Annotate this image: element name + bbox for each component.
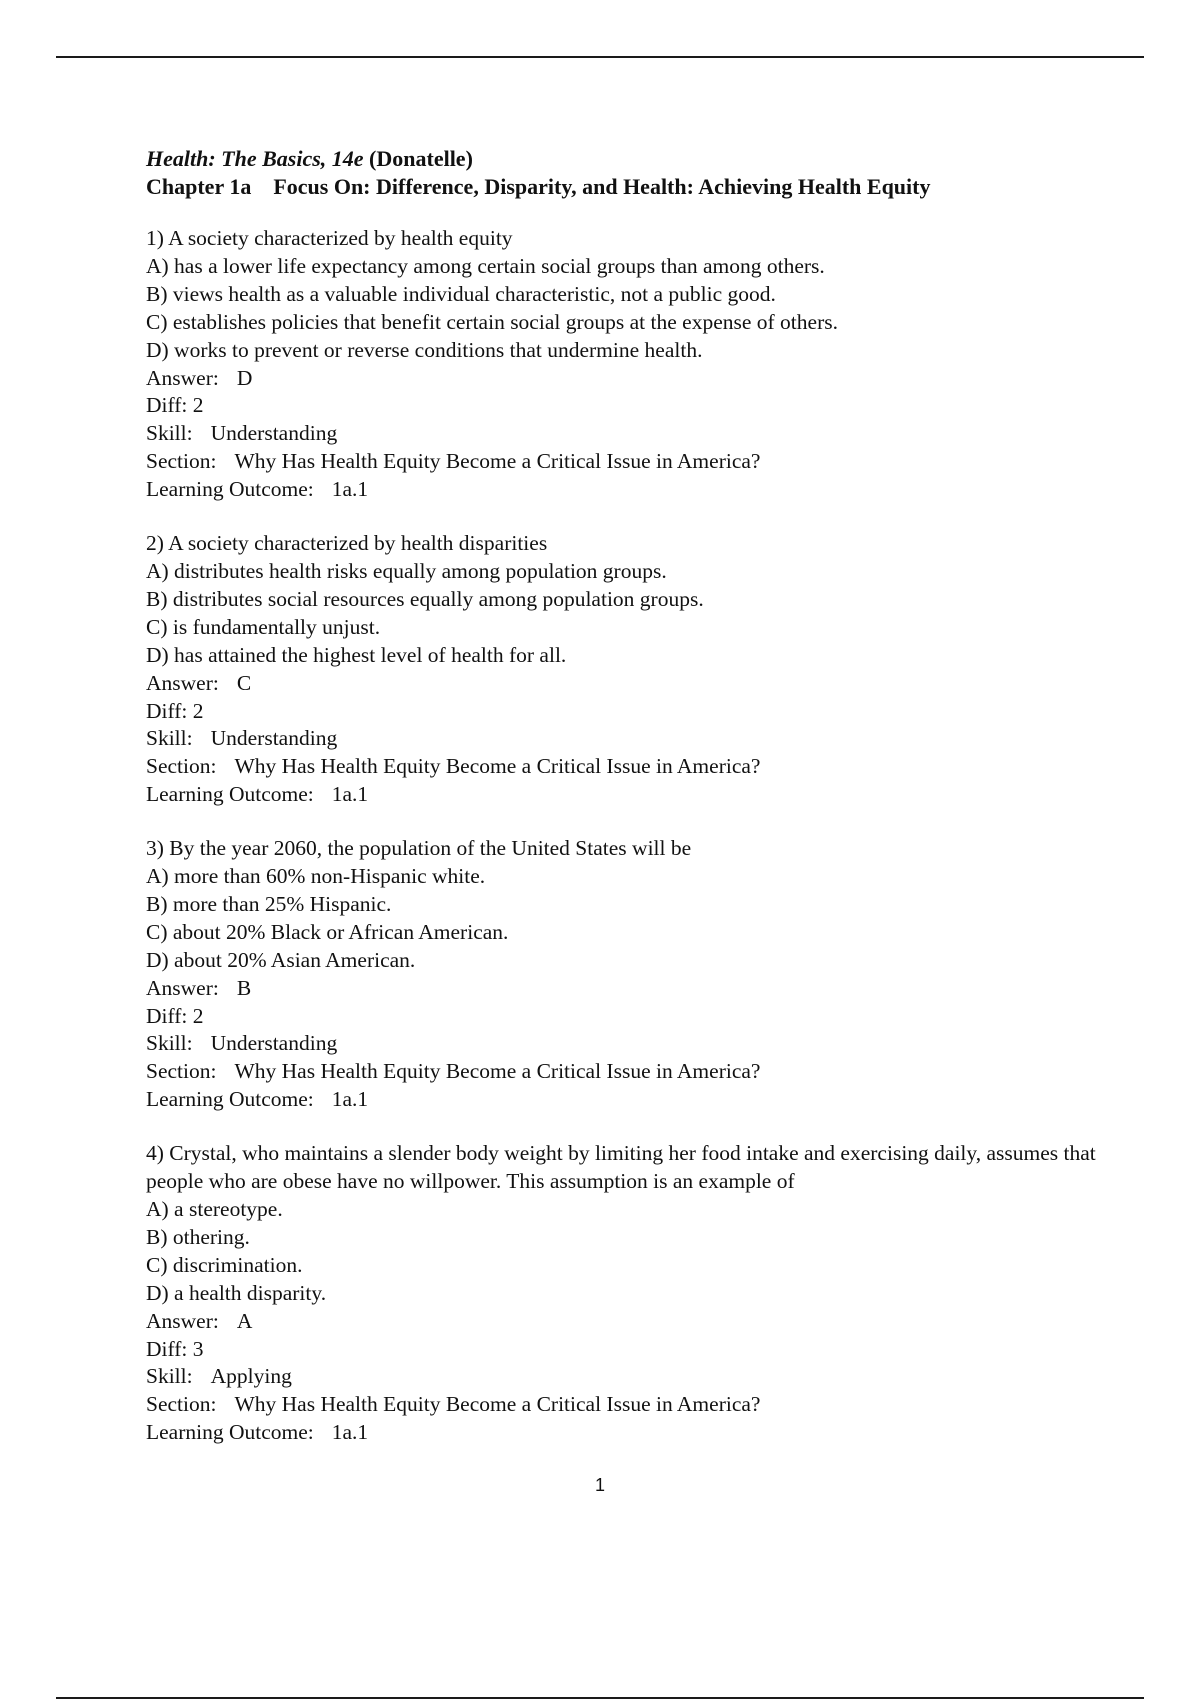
question-2 [146, 530, 1106, 809]
answer-line [146, 1308, 1106, 1336]
diff-label: Diff: [146, 698, 188, 723]
section-value: Why Has Health Equity Become a Critical Issue in America? [234, 754, 761, 779]
diff-value: 3 [192, 1336, 204, 1361]
section-label: Section: [146, 449, 217, 474]
option-d: D) a health disparity. [146, 1280, 327, 1305]
skill-label: Skill: [146, 1364, 193, 1389]
option-b: B) distributes social resources equally among population groups. [146, 586, 704, 611]
chapter-label: Chapter 1a [146, 174, 252, 199]
answer-label: Answer: [146, 975, 219, 1000]
page-number: 1 [594, 1475, 605, 1495]
diff-value: 2 [192, 393, 204, 418]
learning-outcome-value: 1a.1 [331, 782, 369, 807]
question-stem: 2) A society characterized by health disparities [146, 531, 548, 556]
answer-label: Answer: [146, 1308, 219, 1333]
question-stem: 4) Crystal, who maintains a slender body weight by limiting her food intake and exercising daily, assumes that people who are obese have no willpower. This assumption is an example of [146, 1141, 1096, 1194]
section-line [146, 448, 1106, 476]
answer-value: C [236, 670, 252, 695]
option-b: B) views health as a valuable individual characteristic, not a public good. [146, 281, 776, 306]
option-c: C) is fundamentally unjust. [146, 614, 381, 639]
diff-label: Diff: [146, 1003, 188, 1028]
option-c: C) establishes policies that benefit certain social groups at the expense of others. [146, 309, 838, 334]
question-stem: 3) By the year 2060, the population of the United States will be [146, 836, 692, 861]
learning-outcome-line [146, 1419, 1106, 1447]
question-3 [146, 835, 1106, 1114]
skill-value: Understanding [210, 726, 338, 751]
book-title-italic: Health: The Basics, 14e [146, 146, 364, 171]
option-a: A) more than 60% non-Hispanic white. [146, 864, 486, 889]
learning-outcome-value: 1a.1 [331, 1087, 369, 1112]
option-c: C) discrimination. [146, 1252, 303, 1277]
diff-line [146, 698, 1106, 726]
section-line [146, 1391, 1106, 1419]
skill-label: Skill: [146, 421, 193, 446]
option-a: A) a stereotype. [146, 1197, 283, 1221]
learning-outcome-label: Learning Outcome: [146, 782, 314, 807]
option-b: B) more than 25% Hispanic. [146, 891, 392, 916]
diff-value: 2 [192, 1003, 204, 1028]
question-stem: 1) A society characterized by health equity [146, 226, 513, 250]
learning-outcome-label: Learning Outcome: [146, 1420, 314, 1445]
option-d: D) about 20% Asian American. [146, 947, 416, 972]
skill-label: Skill: [146, 1031, 193, 1056]
diff-label: Diff: [146, 393, 188, 418]
option-c: C) about 20% Black or African American. [146, 919, 509, 944]
learning-outcome-label: Learning Outcome: [146, 477, 314, 502]
answer-label: Answer: [146, 670, 219, 695]
option-a: A) has a lower life expectancy among certain social groups than among others. [146, 253, 825, 278]
answer-line [146, 365, 1106, 393]
learning-outcome-line [146, 781, 1106, 809]
diff-label: Diff: [146, 1336, 188, 1361]
diff-line [146, 392, 1106, 420]
option-b: B) othering. [146, 1224, 250, 1249]
skill-line [146, 420, 1106, 448]
top-rule [56, 56, 1144, 58]
diff-value: 2 [192, 698, 204, 723]
section-label: Section: [146, 1392, 217, 1417]
skill-value: Applying [210, 1364, 292, 1389]
section-label: Section: [146, 1059, 217, 1084]
learning-outcome-label: Learning Outcome: [146, 1087, 314, 1112]
learning-outcome-value: 1a.1 [331, 1420, 369, 1445]
learning-outcome-line [146, 1086, 1106, 1114]
chapter-heading [146, 173, 1106, 201]
section-label: Section: [146, 754, 217, 779]
section-value: Why Has Health Equity Become a Critical Issue in America? [234, 449, 761, 474]
diff-line [146, 1003, 1106, 1031]
section-line [146, 753, 1106, 781]
skill-value: Understanding [210, 1031, 338, 1056]
skill-line [146, 1363, 1106, 1391]
section-value: Why Has Health Equity Become a Critical Issue in America? [234, 1392, 761, 1417]
learning-outcome-value: 1a.1 [331, 477, 369, 502]
skill-value: Understanding [210, 421, 338, 446]
skill-label: Skill: [146, 726, 193, 751]
option-d: D) works to prevent or reverse conditions that undermine health. [146, 337, 703, 362]
book-title [146, 145, 1106, 173]
bottom-rule [56, 1697, 1144, 1699]
answer-value: B [236, 975, 252, 1000]
skill-line [146, 1030, 1106, 1058]
learning-outcome-line [146, 476, 1106, 504]
answer-line [146, 670, 1106, 698]
answer-value: A [236, 1308, 253, 1333]
option-a: A) distributes health risks equally among population groups. [146, 558, 667, 583]
option-d: D) has attained the highest level of health for all. [146, 642, 567, 667]
diff-line [146, 1336, 1106, 1364]
answer-line [146, 975, 1106, 1003]
section-value: Why Has Health Equity Become a Critical Issue in America? [234, 1059, 761, 1084]
question-4 [146, 1140, 1106, 1447]
document-page [146, 145, 1106, 1447]
question-1 [146, 225, 1106, 504]
answer-value: D [236, 365, 253, 390]
book-author: (Donatelle) [369, 146, 473, 171]
answer-label: Answer: [146, 365, 219, 390]
skill-line [146, 725, 1106, 753]
chapter-title: Focus On: Difference, Disparity, and Health: Achieving Health Equity [273, 174, 931, 199]
section-line [146, 1058, 1106, 1086]
